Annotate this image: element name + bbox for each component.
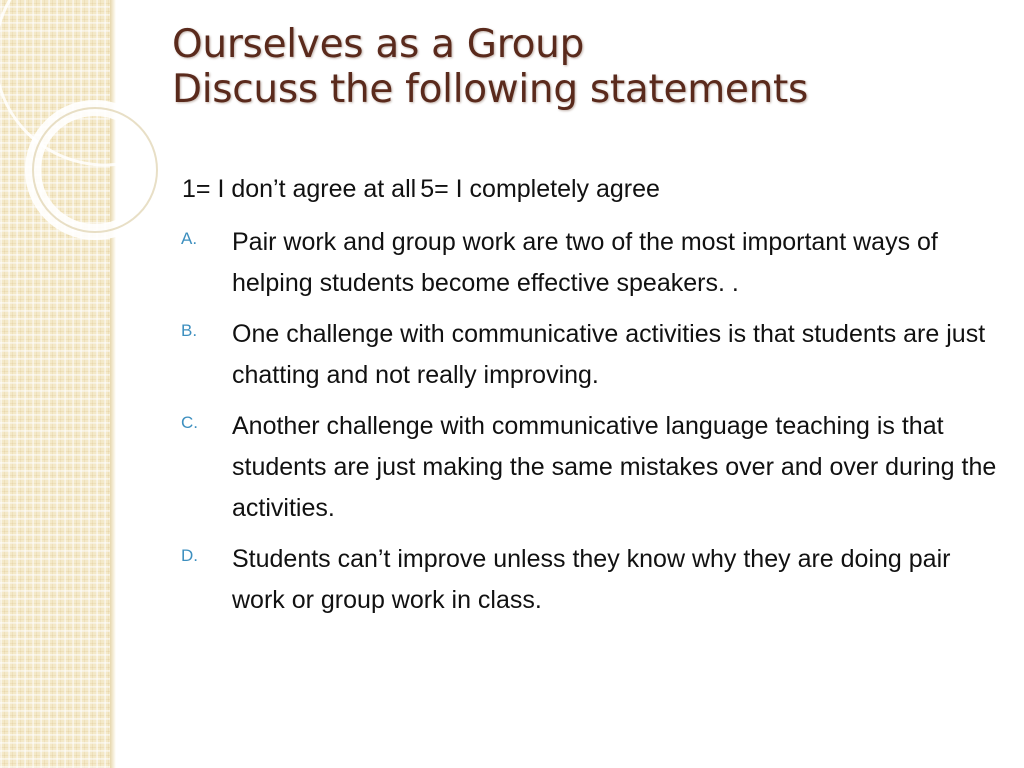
statement-c (172, 406, 1002, 529)
statement-b (172, 314, 1002, 396)
title-line-2: Discuss the following statements (172, 67, 809, 112)
statement-text: Another challenge with communicative language teaching is that students are just making the same mistakes over and over during the activities. (232, 412, 997, 522)
statement-text: One challenge with communicative activities is that students are just chatting and not really improving. (232, 320, 986, 389)
slide-title (172, 22, 808, 112)
statement-marker: A. (181, 229, 198, 248)
statement-d (172, 539, 1002, 621)
statement-marker: B. (181, 321, 198, 340)
statement-a (172, 222, 1002, 304)
statements-list (172, 222, 1002, 631)
rating-scale (182, 171, 660, 207)
scale-high-label: 5= I completely agree (420, 175, 660, 203)
statement-marker: C. (181, 413, 198, 432)
statement-text: Students can’t improve unless they know why they are doing pair work or group work in class. (232, 545, 951, 614)
title-line-1: Ourselves as a Group (172, 22, 585, 67)
statement-marker: D. (181, 546, 198, 565)
statement-text: Pair work and group work are two of the most important ways of helping students become effective speakers. . (232, 228, 938, 297)
scale-low-label: 1= I don’t agree at all (182, 175, 417, 203)
